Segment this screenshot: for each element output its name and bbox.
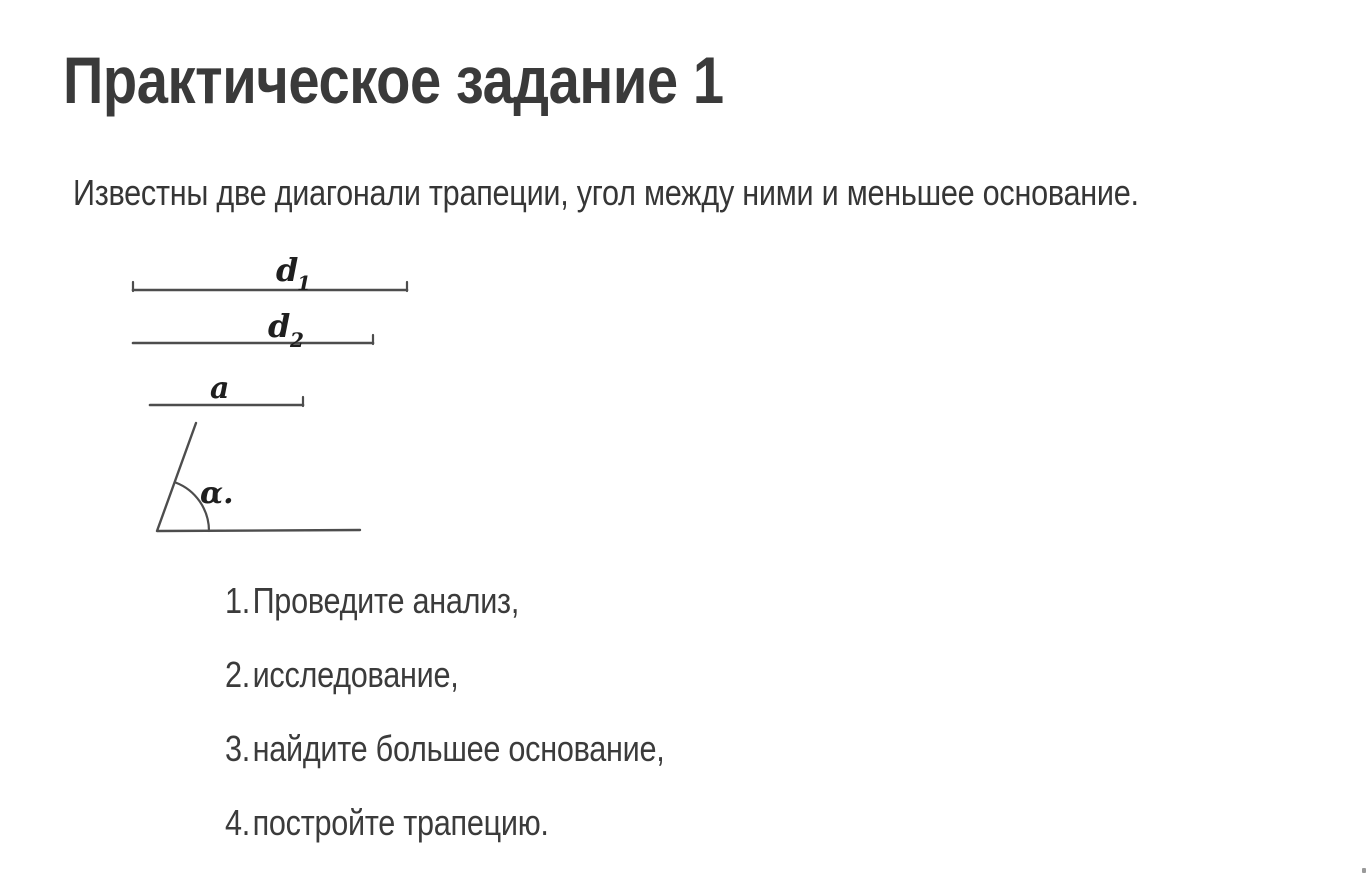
task-number: 2.	[225, 654, 251, 695]
task-item-2	[225, 654, 665, 696]
a-label: a	[210, 371, 230, 406]
d2-label: d	[268, 307, 291, 345]
task-list	[225, 580, 742, 876]
scan-artifact-mark	[1362, 868, 1366, 873]
task-text: Проведите анализ,	[252, 580, 520, 621]
d1-label: d	[276, 251, 299, 289]
geometry-sketch-figure	[108, 245, 438, 545]
task-text: найдите большее основание,	[252, 728, 665, 769]
task-item-4	[225, 802, 665, 844]
task-item-1	[225, 580, 665, 622]
page-title: Практическое задание 1	[63, 43, 724, 117]
d2-subscript: 2	[290, 328, 304, 352]
d1-subscript: 1	[297, 271, 311, 295]
task-number: 3.	[225, 728, 251, 769]
sketch-svg	[108, 245, 438, 545]
task-description: Известны две диагонали трапеции, угол между ними и меньшее основание.	[73, 172, 1139, 213]
alpha-label: α.	[200, 476, 234, 511]
task-text: исследование,	[252, 654, 459, 695]
task-number: 4.	[225, 802, 251, 843]
task-number: 1.	[225, 580, 251, 621]
angle-rays	[157, 423, 360, 531]
task-text: постройте трапецию.	[252, 802, 549, 843]
task-item-3	[225, 728, 665, 770]
